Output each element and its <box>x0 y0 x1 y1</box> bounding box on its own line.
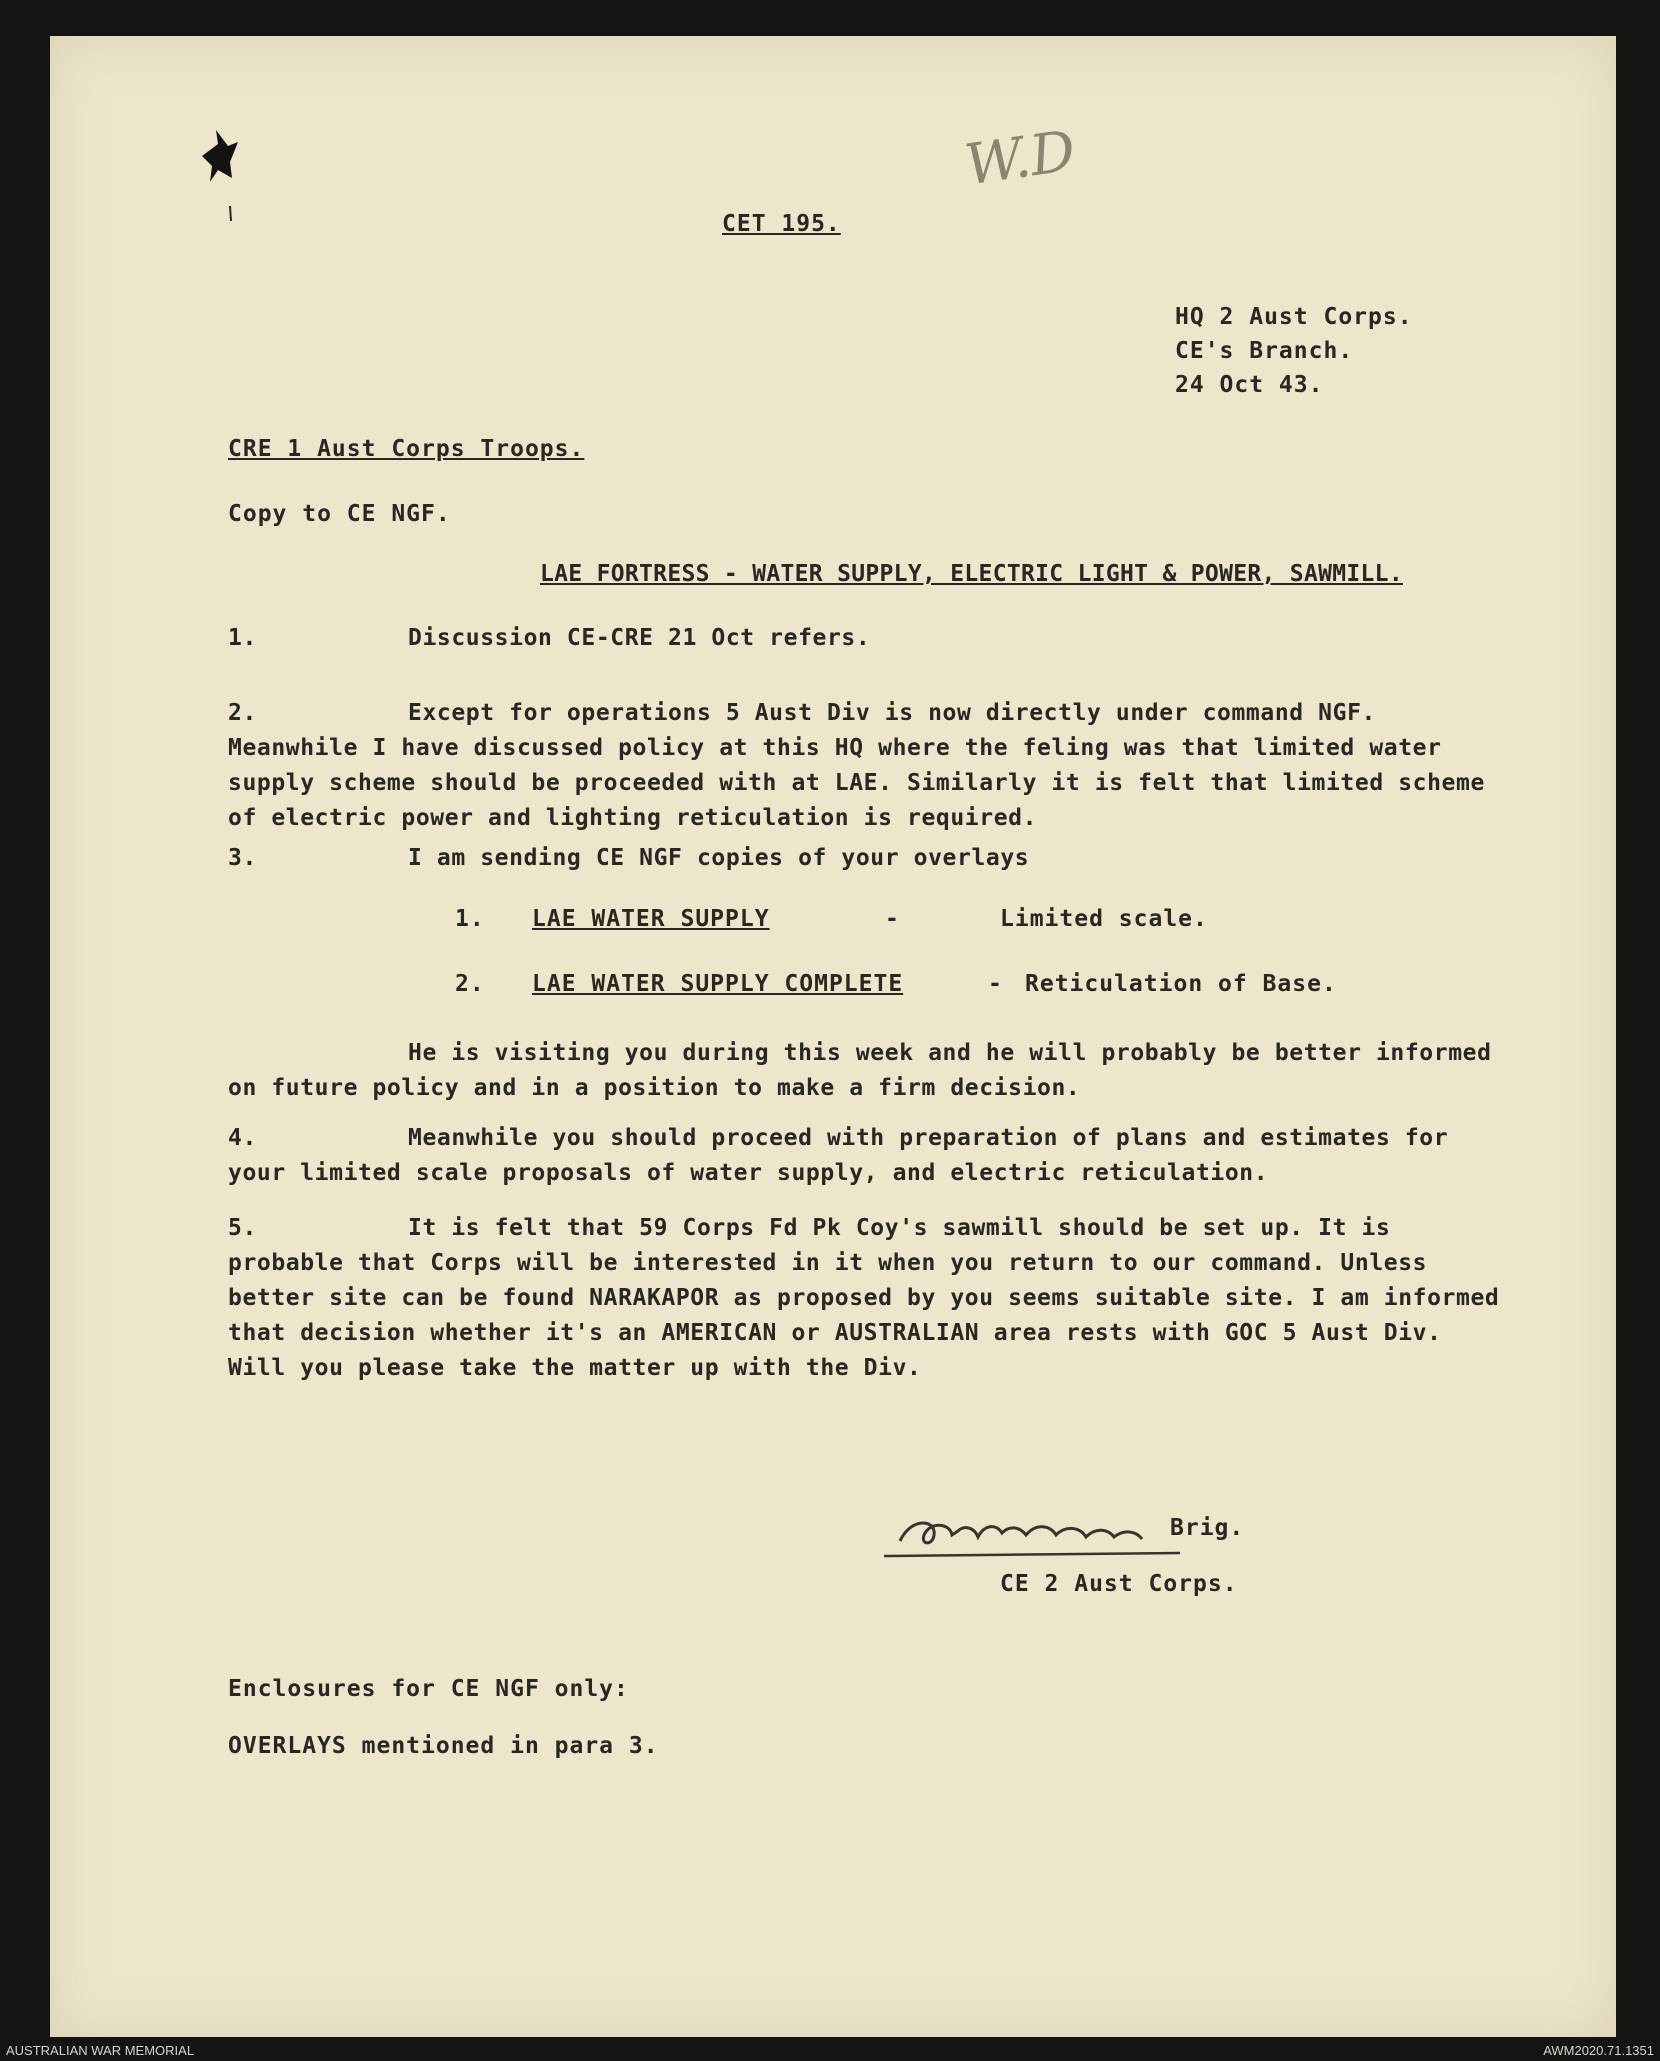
paragraph-number: 5. <box>228 1215 257 1241</box>
paragraph-1 <box>228 621 1508 656</box>
archive-footer-left: AUSTRALIAN WAR MEMORIAL <box>6 2043 195 2058</box>
overlay-1-number: 1. <box>455 906 485 932</box>
sender-hq: HQ 2 Aust Corps. <box>1175 304 1413 330</box>
paragraph-2 <box>228 696 1508 836</box>
paragraph-3 <box>228 841 1508 876</box>
addressee: CRE 1 Aust Corps Troops. <box>228 436 585 462</box>
paragraph-text: It is felt that 59 Corps Fd Pk Coy's sawmill should be set up. It is probable that Corps will be interested in it when you return to our command. Unless better site can be found NARAKAPOR as proposed by you seems suitable site. I am informed that decision whether it's an AMERICAN or AUSTRALIAN area rests with GOC 5 Aust Div. Will you please take the matter up with the Div. <box>228 1215 1500 1381</box>
overlay-2-desc: Reticulation of Base. <box>1025 971 1337 997</box>
paragraph-number: 2. <box>228 700 257 726</box>
overlay-2-dash: - <box>988 971 1003 997</box>
subject-line: LAE FORTRESS - WATER SUPPLY, ELECTRIC LIGHT & POWER, SAWMILL. <box>540 561 1403 587</box>
archive-footer-right: AWM2020.71.1351 <box>1543 2043 1654 2058</box>
document-page <box>50 36 1616 2037</box>
paragraph-text: Meanwhile you should proceed with preparation of plans and estimates for your limited scale proposals of water supply, and electric reticulation. <box>228 1125 1449 1186</box>
paragraph-text: He is visiting you during this week and he will probably be better informed on future policy and in a position to make a firm decision. <box>228 1040 1492 1101</box>
overlay-1-desc: Limited scale. <box>1000 906 1208 932</box>
punch-hole-mark <box>190 116 250 226</box>
paragraph-4 <box>228 1121 1508 1191</box>
overlay-1-title: LAE WATER SUPPLY <box>532 906 770 932</box>
paragraph-number: 4. <box>228 1125 257 1151</box>
paragraph-text: Discussion CE-CRE 21 Oct refers. <box>408 625 871 651</box>
overlay-2-number: 2. <box>455 971 485 997</box>
paragraph-3-followup <box>228 1036 1508 1106</box>
paragraph-number: 1. <box>228 625 257 651</box>
copy-to: Copy to CE NGF. <box>228 501 451 527</box>
signature-rank: Brig. <box>1170 1515 1245 1541</box>
paragraph-text: Except for operations 5 Aust Div is now directly under command NGF. Meanwhile I have discussed policy at this HQ where the feling was that limited water supply scheme should be proceeded with at LAE. Similarly it is felt that limited scheme of electric power and lighting reticulation is required. <box>228 700 1485 831</box>
handwritten-annotation: W.D <box>961 118 1080 199</box>
sender-branch: CE's Branch. <box>1175 338 1354 364</box>
overlay-1-dash: - <box>885 906 900 932</box>
signature-block <box>880 1501 1380 1581</box>
paragraph-number: 3. <box>228 845 257 871</box>
paragraph-5 <box>228 1211 1508 1386</box>
paragraph-text: I am sending CE NGF copies of your overlays <box>408 845 1030 871</box>
enclosures-item: OVERLAYS mentioned in para 3. <box>228 1733 659 1759</box>
signatory-title: CE 2 Aust Corps. <box>1000 1571 1238 1597</box>
reference-number: CET 195. <box>722 211 841 237</box>
overlay-2-title: LAE WATER SUPPLY COMPLETE <box>532 971 904 997</box>
letter-date: 24 Oct 43. <box>1175 372 1324 398</box>
enclosures-heading: Enclosures for CE NGF only: <box>228 1676 629 1702</box>
